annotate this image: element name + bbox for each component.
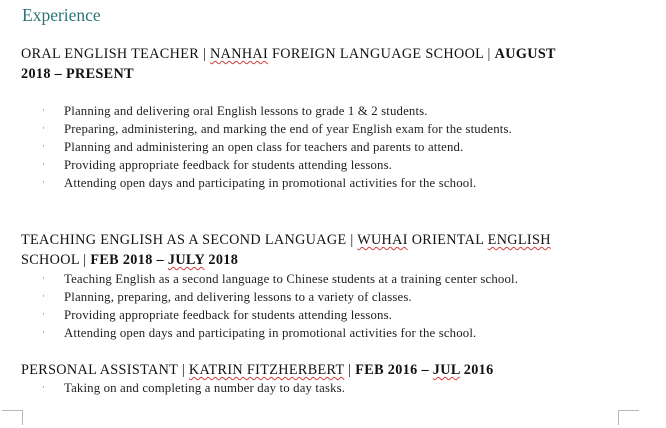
job-dates: FEB 2016 – (355, 362, 433, 378)
job-title-oral-english-teacher (21, 44, 611, 84)
bullet-icon: · (42, 383, 46, 393)
list-item: · Teaching English as a second language to Chinese students at a training center school. (42, 272, 519, 286)
job-dates: 2018 (204, 252, 239, 268)
page-margin-marker-left (2, 410, 23, 425)
job-dates: FEB 2018 – (90, 252, 168, 268)
company-name: KATRIN FITZHERBERT (188, 362, 345, 378)
bullet-icon: · (42, 328, 46, 338)
separator: | (344, 362, 356, 378)
job-dates: AUGUST (494, 46, 556, 62)
bullet-icon: · (42, 124, 46, 134)
company-name: ORIENTAL (407, 232, 488, 248)
list-item: · Taking on and completing a number day to day tasks. (42, 381, 346, 395)
list-item: · Preparing, administering, and marking the end of year English exam for the students. (42, 122, 512, 136)
list-item: · Attending open days and participating in promotional activities for the school. (42, 176, 477, 190)
section-heading-experience: Experience (22, 5, 101, 25)
job-dates: 2016 (459, 362, 494, 378)
job-dates: JULY (167, 252, 205, 268)
bullet-icon: · (42, 178, 46, 188)
bullet-icon: · (42, 274, 46, 284)
job-dates: 2018 – PRESENT (21, 66, 134, 82)
job-role: PERSONAL ASSISTANT (21, 362, 178, 378)
job-title-teaching-english (21, 230, 611, 270)
bullet-icon: · (42, 310, 46, 320)
job-bullet-list (40, 379, 345, 397)
list-item: · Providing appropriate feedback for students attending lessons. (42, 158, 393, 172)
separator: | (177, 362, 189, 378)
bullet-icon: · (42, 160, 46, 170)
job-title-personal-assistant (21, 360, 611, 380)
list-item: · Planning and administering an open class for teachers and parents to attend. (42, 140, 464, 154)
company-name: SCHOOL (21, 252, 80, 268)
separator: | (346, 232, 358, 248)
job-role: TEACHING ENGLISH AS A SECOND LANGUAGE (21, 232, 347, 248)
list-item: · Attending open days and participating in promotional activities for the school. (42, 326, 477, 340)
page-margin-marker-right (618, 410, 639, 425)
separator: | (483, 46, 495, 62)
job-dates: JUL (432, 362, 460, 378)
job-bullet-list (40, 270, 518, 342)
bullet-icon: · (42, 106, 46, 116)
company-name: NANHAI (210, 46, 269, 62)
list-item: · Providing appropriate feedback for students attending lessons. (42, 308, 393, 322)
company-name: FOREIGN LANGUAGE SCHOOL (268, 46, 484, 62)
separator: | (79, 252, 91, 268)
list-item: · Planning and delivering oral English lessons to grade 1 & 2 students. (42, 104, 428, 118)
bullet-icon: · (42, 142, 46, 152)
bullet-icon: · (42, 292, 46, 302)
job-bullet-list (40, 102, 512, 192)
separator: | (199, 46, 211, 62)
list-item: · Planning, preparing, and delivering lessons to a variety of classes. (42, 290, 412, 304)
job-role: ORAL ENGLISH TEACHER (21, 46, 200, 62)
company-name: WUHAI (357, 232, 408, 248)
company-name: ENGLISH (487, 232, 551, 248)
